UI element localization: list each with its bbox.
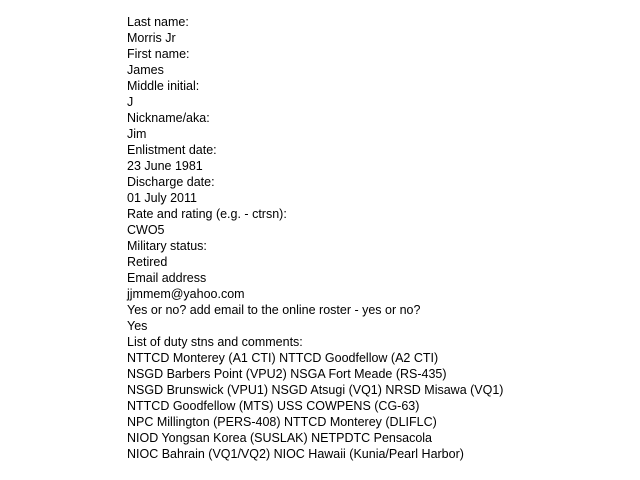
roster-question-label: Yes or no? add email to the online roster - yes or no? [127, 303, 421, 317]
first-name-label: First name: [127, 47, 190, 61]
enlistment-date-label: Enlistment date: [127, 143, 217, 157]
middle-initial-label: Middle initial: [127, 79, 200, 93]
military-status-label: Military status: [127, 239, 207, 253]
enlistment-date-value: 23 June 1981 [127, 159, 203, 173]
duty-stations-label: List of duty stns and comments: [127, 335, 303, 349]
duty-station-line: NSGD Barbers Point (VPU2) NSGA Fort Meade (RS-435) [127, 367, 447, 381]
roster-answer-value: Yes [127, 319, 148, 333]
nickname-value: Jim [127, 127, 147, 141]
duty-station-line: NIOC Bahrain (VQ1/VQ2) NIOC Hawaii (Kunia/Pearl Harbor) [127, 447, 464, 461]
discharge-date-label: Discharge date: [127, 175, 215, 189]
discharge-date-value: 01 July 2011 [127, 191, 197, 205]
nickname-label: Nickname/aka: [127, 111, 210, 125]
email-value: jjmmem@yahoo.com [127, 287, 245, 301]
email-label: Email address [127, 271, 207, 285]
duty-station-line: NTTCD Monterey (A1 CTI) NTTCD Goodfellow (A2 CTI) [127, 351, 439, 365]
duty-station-line: NSGD Brunswick (VPU1) NSGD Atsugi (VQ1) NRSD Misawa (VQ1) [127, 383, 504, 397]
rate-rating-label: Rate and rating (e.g. - ctrsn): [127, 207, 287, 221]
submission-record [127, 14, 503, 462]
rate-rating-value: CWO5 [127, 223, 165, 237]
duty-station-line: NIOD Yongsan Korea (SUSLAK) NETPDTC Pensacola [127, 431, 432, 445]
duty-station-line: NTTCD Goodfellow (MTS) USS COWPENS (CG-63) [127, 399, 420, 413]
duty-station-line: NPC Millington (PERS-408) NTTCD Monterey (DLIFLC) [127, 415, 437, 429]
middle-initial-value: J [127, 95, 134, 109]
first-name-value: James [127, 63, 164, 77]
last-name-label: Last name: [127, 15, 189, 29]
military-status-value: Retired [127, 255, 168, 269]
last-name-value: Morris Jr [127, 31, 176, 45]
